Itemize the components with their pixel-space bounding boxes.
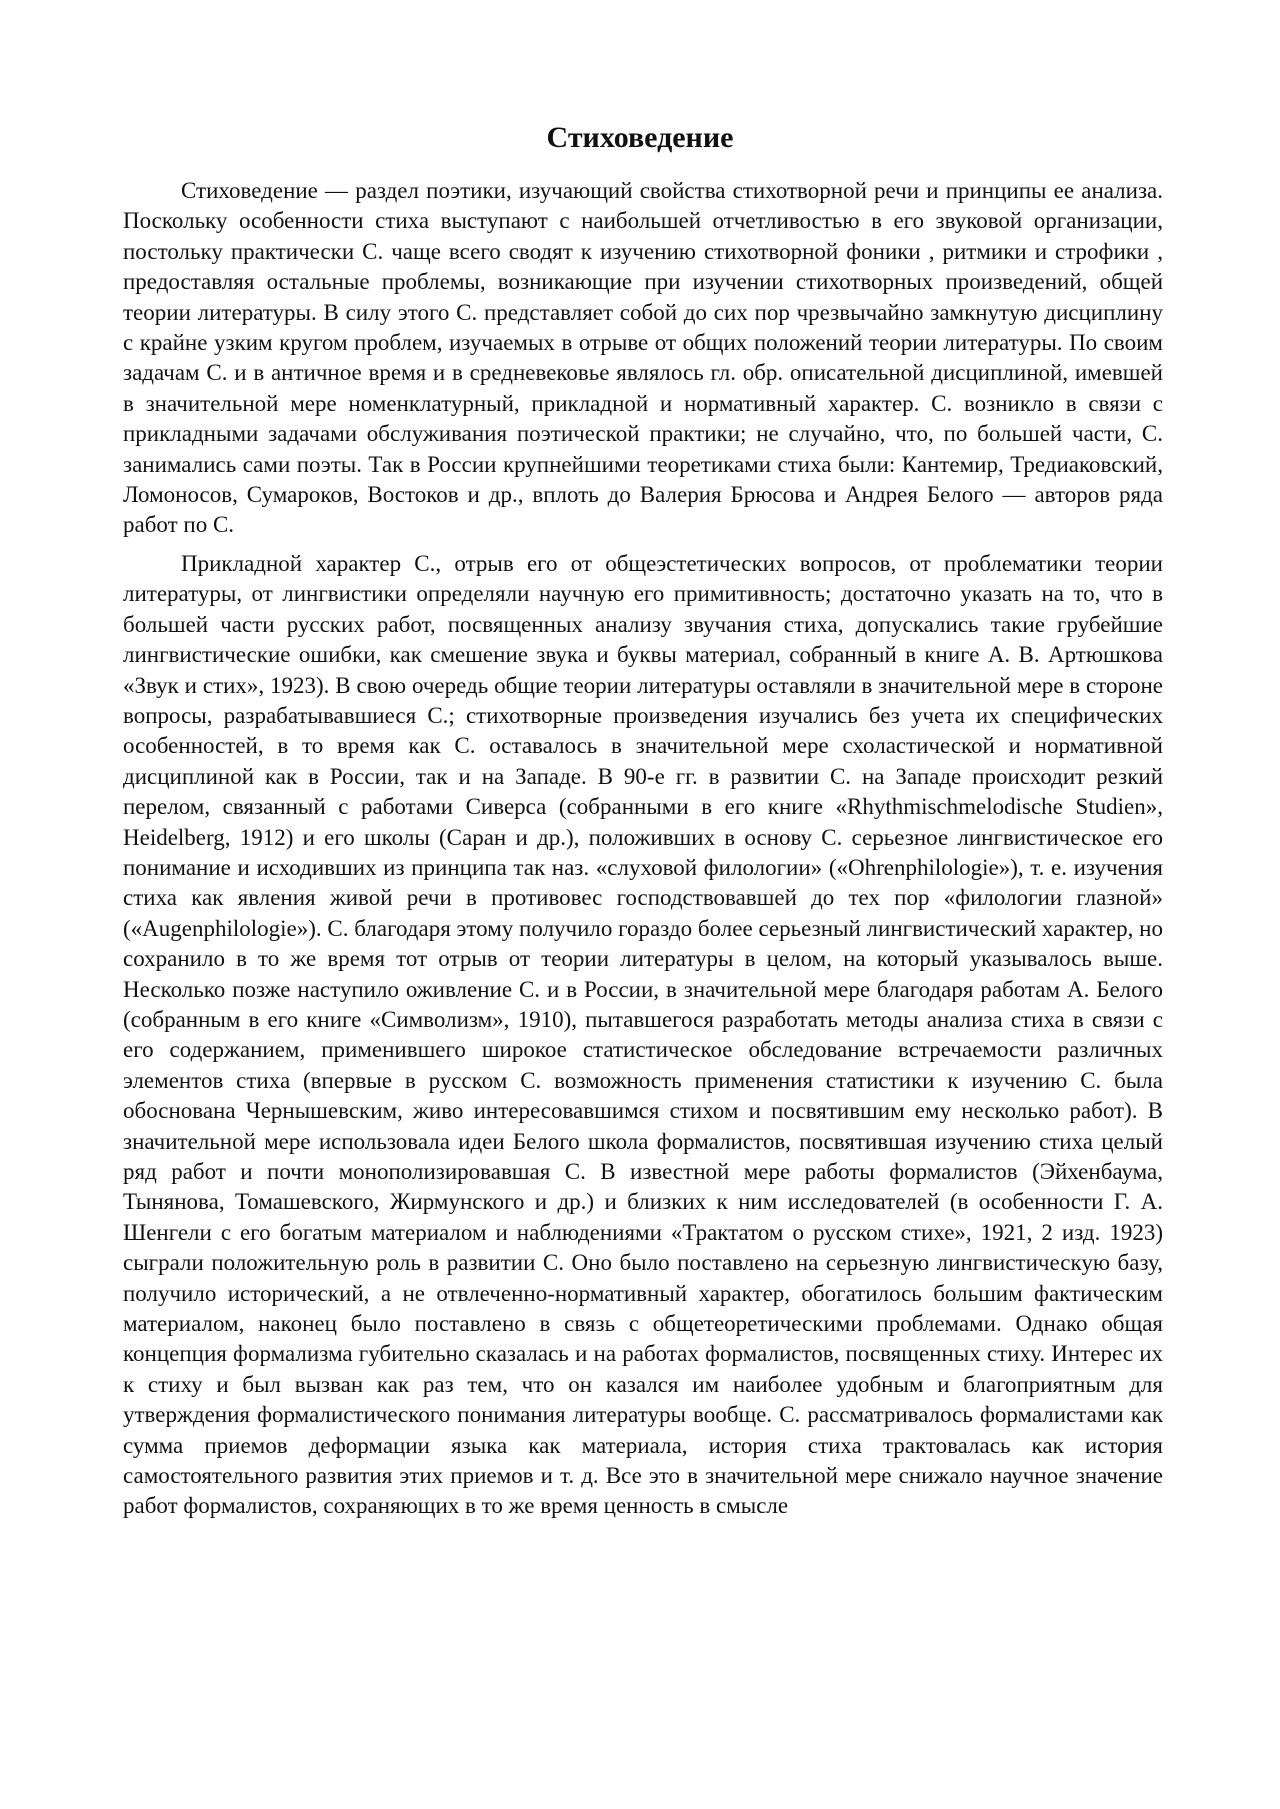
- document-title: Стиховедение: [546, 121, 734, 154]
- paragraph-history: Прикладной характер С., отрыв его от общеэстетических вопросов, от проблематики теории литературы, от лингвистики определяли научную его примитивность; достаточно указать на то, что в большей части русских работ, посвященных анализу звучания стиха, допускались такие грубейшие лингвистические ошибки, как смешение звука и буквы материал, собранный в книге А. В. Артюшкова «Звук и стих», 1923). В свою очередь общие теории литературы оставляли в значительной мере в стороне вопросы, разрабатывавшиеся С.; стихотворные произведения изучались без учета их специфических особенностей, в то время как С. оставалось в значительной мере схоластической и нормативной дисциплиной как в России, так и на Западе. В 90-е гг. в развитии С. на Западе происходит резкий перелом, связанный с работами Сиверса (собранными в его книге «Rhythmischmelodische Studien», Heidelberg, 1912) и его школы (Саран и др.), положивших в основу С. серьезное лингвистическое его понимание и исходивших из принципа так наз. «слуховой филологии» («Ohrenphilologie»), т. е. изучения стиха как явления живой речи в противовес господствовавшей до тех пор «филологии глазной» («Augenphilologie»). С. благодаря этому получило гораздо более серьезный лингвистический характер, но сохранило в то же время тот отрыв от теории литературы в целом, на который указывалось выше. Несколько позже наступило оживление С. и в России, в значительной мере благодаря работам А. Белого (собранным в его книге «Символизм», 1910), пытавшегося разработать методы анализа стиха в связи с его содержанием, применившего широкое статистическое обследование встречаемости различных элементов стиха (впервые в русском С. возможность применения статистики к изучению С. была обоснована Чернышевским, живо интересовавшимся стихом и посвятившим ему несколько работ). В значительной мере использовала идеи Белого школа формалистов, посвятившая изучению стиха целый ряд работ и почти монополизировавшая С. В известной мере работы формалистов (Эйхенбаума, Тынянова, Томашевского, Жирмунского и др.) и близких к ним исследователей (в особенности Г. А. Шенгели с его богатым материалом и наблюдениями «Трактатом о русском стихе», 1921, 2 изд. 1923) сыграли положительную роль в развитии С. Оно было поставлено на серьезную лингвистическую базу, получило исторический, а не отвлеченно-нормативный характер, обогатилось большим фактическим материалом, наконец было поставлено в связь с общетеоретическими проблемами. Однако общая концепция формализма губительно сказалась и на работах формалистов, посвященных стиху. Интерес их к стиху и был вызван как раз тем, что он казался им наиболее удобным и благоприятным для утверждения формалистического понимания литературы вообще. С. рассматривалось формалистами как сумма приемов деформации языка как материала, история стиха трактовалась как история самостоятельного развития этих приемов и т. д. Все это в значительной мере снижало научное значение работ формалистов, сохраняющих в то же время ценность в смысле: [123, 550, 1163, 1519]
- paragraph-intro: Стиховедение — раздел поэтики, изучающий свойства стихотворной речи и принципы ее анализа. Поскольку особенности стиха выступают с наибольшей отчетливостью в его звуковой организации, постольку практически С. чаще всего сводят к изучению стихотворной фоники , ритмики и строфики , предоставляя остальные проблемы, возникающие при изучении стихотворных произведений, общей теории литературы. В силу этого С. представляет собой до сих пор чрезвычайно замкнутую дисциплину с крайне узким кругом проблем, изучаемых в отрыве от общих положений теории литературы. По своим задачам С. и в античное время и в средневековье являлось гл. обр. описательной дисциплиной, имевшей в значительной мере номенклатурный, прикладной и нормативный характер. С. возникло в связи с прикладными задачами обслуживания поэтической практики; не случайно, что, по большей части, С. занимались сами поэты. Так в России крупнейшими теоретиками стиха были: Кантемир, Тредиаковский, Ломоносов, Сумароков, Востоков и др., вплоть до Валерия Брюсова и Андрея Белого — авторов ряда работ по С.: [123, 178, 1163, 538]
- document-body: [123, 176, 1163, 1522]
